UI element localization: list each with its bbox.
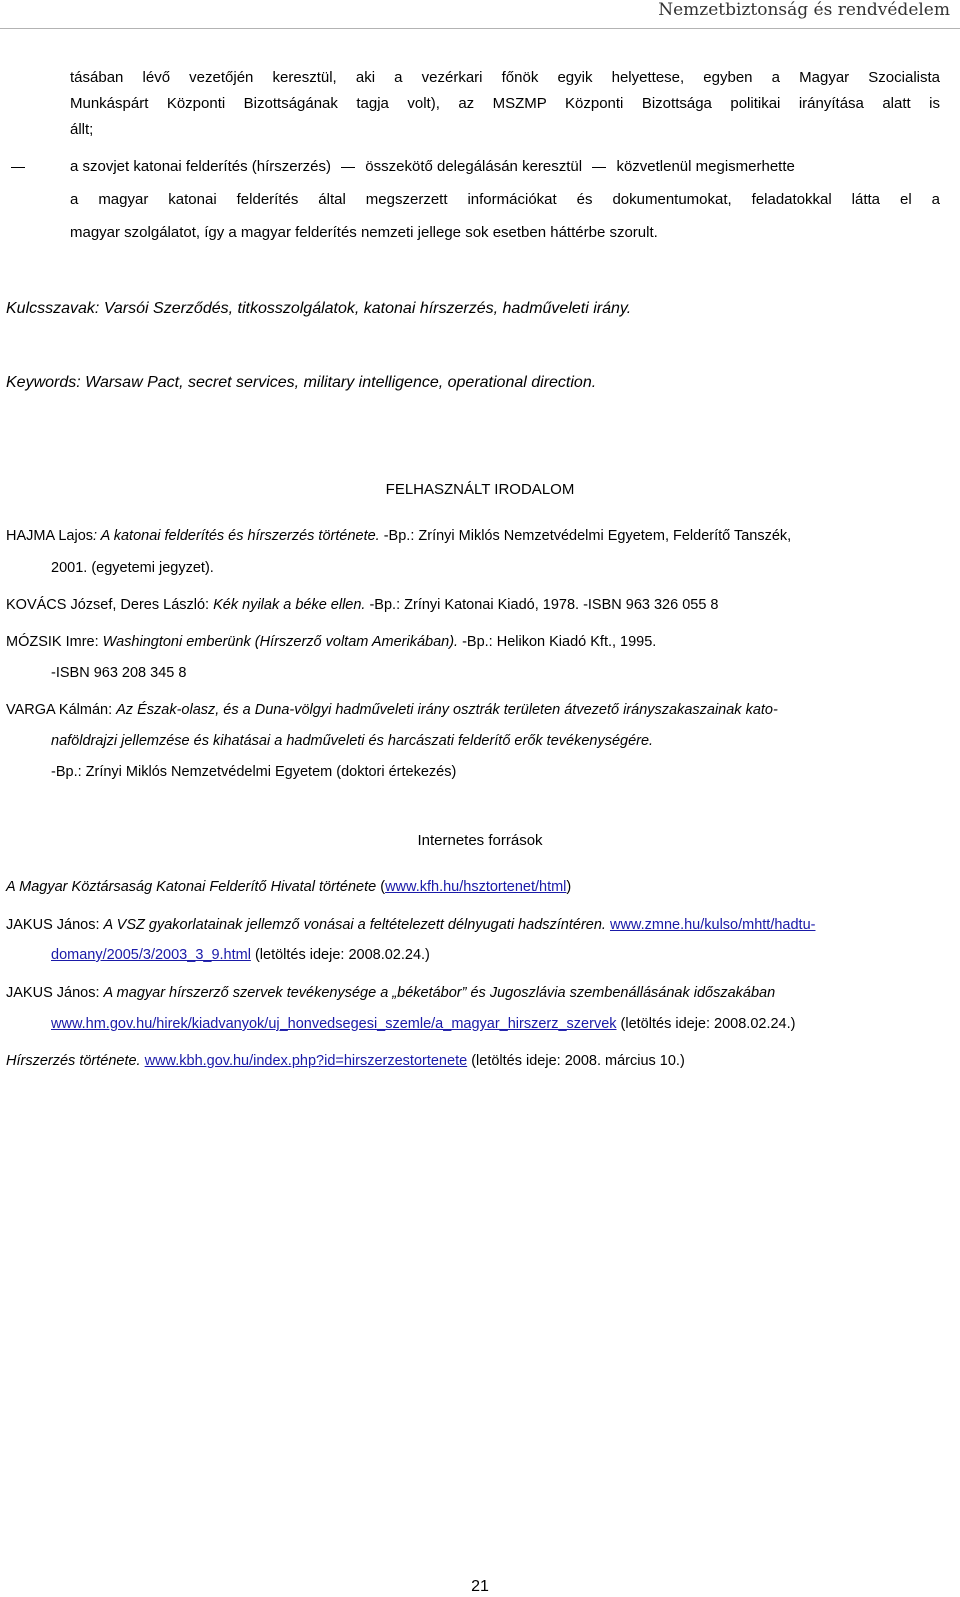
inline-dash <box>341 167 355 168</box>
ref-publisher: -Bp.: Zrínyi Miklós Nemzetvédelmi Egyetem, Felderítő Tanszék, <box>379 528 792 544</box>
body-para1-line1: tásában lévő vezetőjén keresztül, aki a vezérkari főnök egyik helyettese, egyben a Magyar Szocialista <box>70 69 940 86</box>
ref-link-zmne-part1[interactable]: www.zmne.hu/kulso/mhtt/hadtu- <box>609 917 816 933</box>
ref-publisher: -Bp.: Helikon Kiadó Kft., 1995. <box>458 634 657 650</box>
ref-hajma-line2: 2001. (egyetemi jegyzet). <box>51 560 214 576</box>
ref-paren-open: ( <box>376 879 386 895</box>
list-dash-marker <box>11 167 25 168</box>
ref-publisher: -Bp.: Zrínyi Katonai Kiadó, 1978. -ISBN 963 326 055 8 <box>365 597 719 613</box>
journal-title: Nemzetbiztonság és rendvédelem <box>658 0 950 20</box>
ref-title: Washingtoni emberünk (Hírszerző voltam Amerikában). <box>102 634 459 650</box>
para2-segment-c: közvetlenül megismerhette <box>616 158 795 175</box>
ref-paren-close: ) <box>566 879 572 895</box>
ref-author: JAKUS János: <box>6 985 104 1001</box>
ref-jakus1-line2 <box>51 947 430 963</box>
ref-title: Kék nyilak a béke ellen. <box>213 597 366 613</box>
keywords-hungarian: Kulcsszavak: Varsói Szerződés, titkosszolgálatok, katonai hírszerzés, hadműveleti irány. <box>6 300 632 317</box>
body-para2-line2: a magyar katonai felderítés által megszerzett információkat és dokumentumokat, feladatokkal látta el a <box>70 191 940 208</box>
ref-access-date: (letöltés ideje: 2008. március 10.) <box>467 1053 685 1069</box>
para2-segment-b: összekötő delegálásán keresztül <box>365 158 583 175</box>
ref-title: A Magyar Köztársaság Katonai Felderítő Hivatal története <box>6 879 377 895</box>
ref-title: A magyar hírszerző szervek tevékenysége a „béketábor” és Jugoszlávia szembenállásának időszakában <box>103 985 776 1001</box>
ref-author: MÓZSIK Imre: <box>6 634 103 650</box>
ref-title: A VSZ gyakorlatainak jellemző vonásai a feltételezett délnyugati hadszíntéren. <box>103 917 606 933</box>
ref-title-part2: naföldrajzi jellemzése és kihatásai a hadműveleti és harcászati felderítő erők tevékenységére. <box>51 733 654 749</box>
ref-access-date: (letöltés ideje: 2008.02.24.) <box>616 1016 796 1032</box>
inline-dash <box>592 167 606 168</box>
ref-jakus2-line1 <box>6 985 775 1001</box>
ref-varga-line3: -Bp.: Zrínyi Miklós Nemzetvédelmi Egyetem (doktori értekezés) <box>51 764 457 780</box>
ref-kovacs <box>6 597 719 613</box>
ref-link-kbh[interactable]: www.kbh.gov.hu/index.php?id=hirszerzestortenete <box>144 1053 468 1069</box>
ref-colon: : <box>93 528 98 544</box>
ref-author: KOVÁCS József, Deres László: <box>6 597 214 613</box>
page-number: 21 <box>471 1578 489 1595</box>
ref-mozsik-line2: -ISBN 963 208 345 8 <box>51 665 187 681</box>
body-para1-line2: Munkáspárt Központi Bizottságának tagja volt), az MSZMP Központi Bizottsága politikai irányítása alatt is <box>70 95 940 112</box>
ref-kfh <box>6 879 571 895</box>
ref-link-hm[interactable]: www.hm.gov.hu/hirek/kiadvanyok/uj_honvedsegesi_szemle/a_magyar_hirszerz_szervek <box>51 1016 617 1032</box>
ref-jakus2-line2 <box>51 1016 795 1032</box>
ref-hajma-line1 <box>6 528 791 544</box>
ref-access-date: (letöltés ideje: 2008.02.24.) <box>250 947 430 963</box>
ref-title-part1: Az Észak-olasz, és a Duna-völgyi hadműveleti irány osztrák területen átvezető irányszakaszainak kato- <box>116 702 778 718</box>
ref-link-kfh[interactable]: www.kfh.hu/hsztortenet/html <box>385 879 567 895</box>
ref-link-zmne-part2[interactable]: domany/2005/3/2003_3_9.html <box>51 947 251 963</box>
header-divider <box>0 28 960 29</box>
ref-title: Hírszerzés története. <box>6 1053 141 1069</box>
body-para1-line3: állt; <box>70 121 94 138</box>
ref-varga-line2 <box>51 733 653 749</box>
body-para2-line1 <box>70 157 795 177</box>
keywords-english: Keywords: Warsaw Pact, secret services, military intelligence, operational direction. <box>6 374 597 391</box>
ref-author: JAKUS János: <box>6 917 104 933</box>
ref-jakus1-line1 <box>6 917 815 933</box>
ref-author: HAJMA Lajos <box>6 528 94 544</box>
para2-segment-a: a szovjet katonai felderítés (hírszerzés) <box>70 158 331 175</box>
page-header <box>0 0 960 28</box>
ref-varga-line1 <box>6 702 778 718</box>
ref-author: VARGA Kálmán: <box>6 702 117 718</box>
internet-sources-heading: Internetes források <box>417 832 543 849</box>
bibliography-heading: FELHASZNÁLT IRODALOM <box>385 481 575 498</box>
body-para2-line3: magyar szolgálatot, így a magyar felderítés nemzeti jellege sok esetben háttérbe szorult. <box>70 224 658 241</box>
ref-hirszerzes <box>6 1053 685 1069</box>
ref-title: A katonai felderítés és hírszerzés története. <box>97 528 380 544</box>
ref-mozsik-line1 <box>6 634 656 650</box>
